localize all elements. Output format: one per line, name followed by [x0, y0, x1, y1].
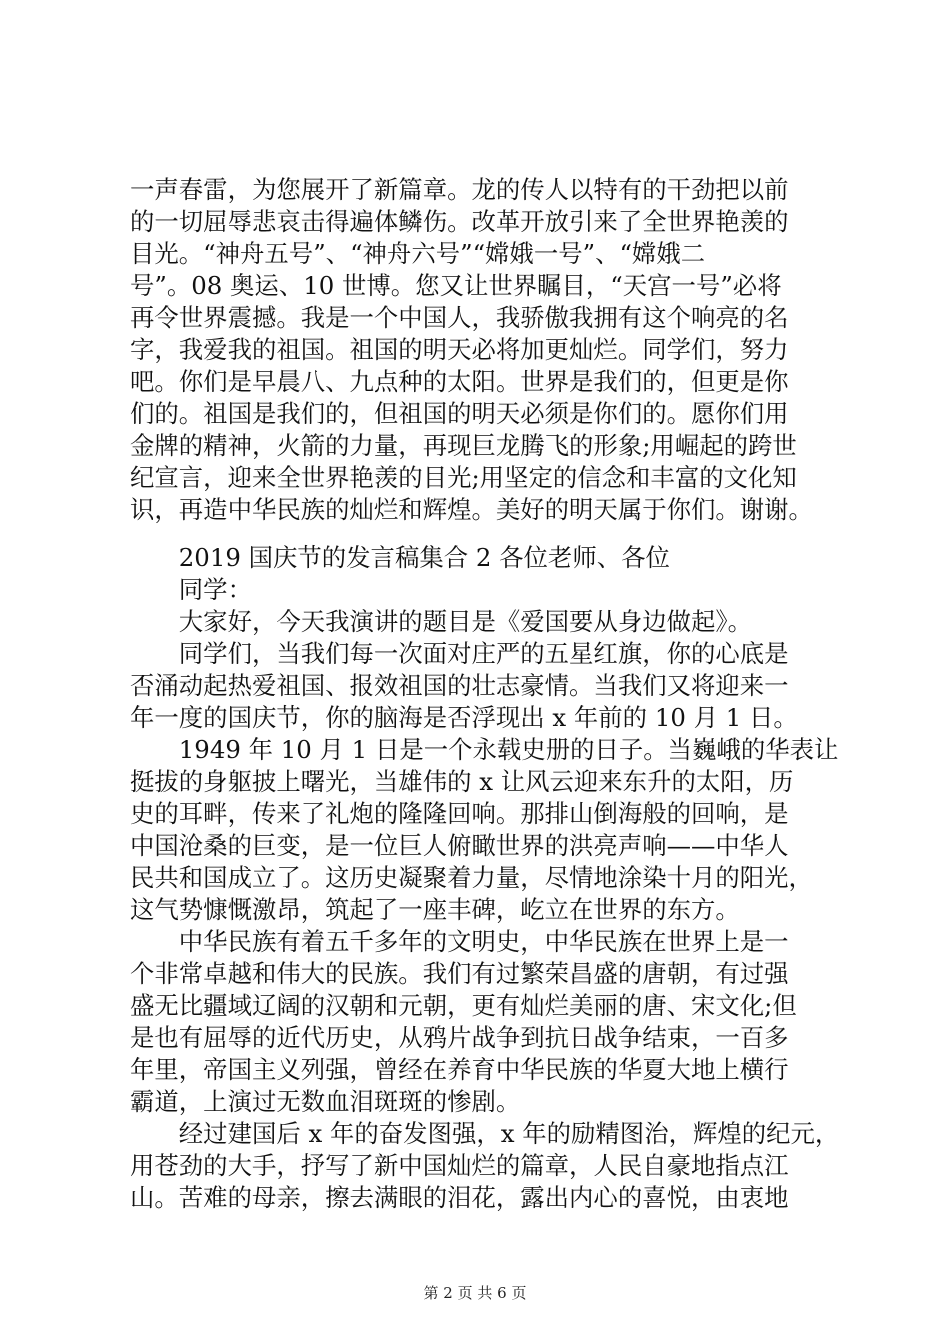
text-line: 再令世界震撼。我是一个中国人，我骄傲我拥有这个响亮的名	[130, 303, 789, 332]
text-line: 史的耳畔，传来了礼炮的隆隆回响。那排山倒海般的回响，是	[130, 799, 789, 828]
text-line: 们的。祖国是我们的，但祖国的明天必须是你们的。愿你们用	[130, 399, 789, 428]
text-line: 同学：	[130, 575, 252, 604]
text-line: 吧。你们是早晨八、九点种的太阳。世界是我们的，但更是你	[130, 367, 789, 396]
text-line: 霸道，上演过无数血泪斑斑的惨剧。	[130, 1087, 521, 1116]
section-heading: 2019 国庆节的发言稿集合 2 各位老师、各位	[130, 543, 670, 572]
text-line: 用苍劲的大手，抒写了新中国灿烂的篇章，人民自豪地指点江	[130, 1151, 789, 1180]
text-line: 一声春雷，为您展开了新篇章。龙的传人以特有的干劲把以前	[130, 175, 789, 204]
text-line: 1949 年 10 月 1 日是一个永载史册的日子。当巍峨的华表让	[130, 735, 839, 764]
text-line: 纪宣言，迎来全世界艳羡的目光;用坚定的信念和丰富的文化知	[130, 463, 797, 492]
text-line: 这气势慷慨激昂，筑起了一座丰碑，屹立在世界的东方。	[130, 895, 740, 924]
text-line: 金牌的精神，火箭的力量，再现巨龙腾飞的形象;用崛起的跨世	[130, 431, 797, 460]
text-line: 识，再造中华民族的灿烂和辉煌。美好的明天属于你们。谢谢。	[130, 495, 813, 524]
text-line: 目光。“神舟五号”、“神舟六号”“嫦娥一号”、“嫦娥二	[130, 239, 706, 268]
text-line: 的一切屈辱悲哀击得遍体鳞伤。改革开放引来了全世界艳羡的	[130, 207, 789, 236]
text-line: 挺拔的身躯披上曙光，当雄伟的 x 让风云迎来东升的太阳，历	[130, 767, 794, 796]
text-line: 盛无比疆域辽阔的汉朝和元朝，更有灿烂美丽的唐、宋文化;但	[130, 991, 797, 1020]
text-line: 同学们，当我们每一次面对庄严的五星红旗，你的心底是	[130, 639, 789, 668]
text-line: 中国沧桑的巨变，是一位巨人俯瞰世界的洪亮声响——中华人	[130, 831, 789, 860]
text-line: 字，我爱我的祖国。祖国的明天必将加更灿烂。同学们，努力	[130, 335, 789, 364]
text-line: 大家好，今天我演讲的题目是《爱国要从身边做起》。	[130, 607, 752, 636]
page-footer: 第 2 页 共 6 页	[423, 1284, 527, 1302]
text-line: 个非常卓越和伟大的民族。我们有过繁荣昌盛的唐朝，有过强	[130, 959, 789, 988]
text-line: 经过建国后 x 年的奋发图强，x 年的励精图治，辉煌的纪元，	[130, 1119, 840, 1148]
text-line: 是也有屈辱的近代历史，从鸦片战争到抗日战争结束，一百多	[130, 1023, 789, 1052]
text-line: 号”。08 奥运、10 世博。您又让世界瞩目，“天宫一号”必将	[130, 271, 782, 300]
text-line: 民共和国成立了。这历史凝聚着力量，尽情地涂染十月的阳光，	[130, 863, 813, 892]
text-line: 山。苦难的母亲，擦去满眼的泪花，露出内心的喜悦，由衷地	[130, 1183, 789, 1212]
text-line: 年一度的国庆节，你的脑海是否浮现出 x 年前的 10 月 1 日。	[130, 703, 798, 732]
text-line: 年里，帝国主义列强，曾经在养育中华民族的华夏大地上横行	[130, 1055, 789, 1084]
text-line: 中华民族有着五千多年的文明史，中华民族在世界上是一	[130, 927, 789, 956]
text-line: 否涌动起热爱祖国、报效祖国的壮志豪情。当我们又将迎来一	[130, 671, 789, 700]
